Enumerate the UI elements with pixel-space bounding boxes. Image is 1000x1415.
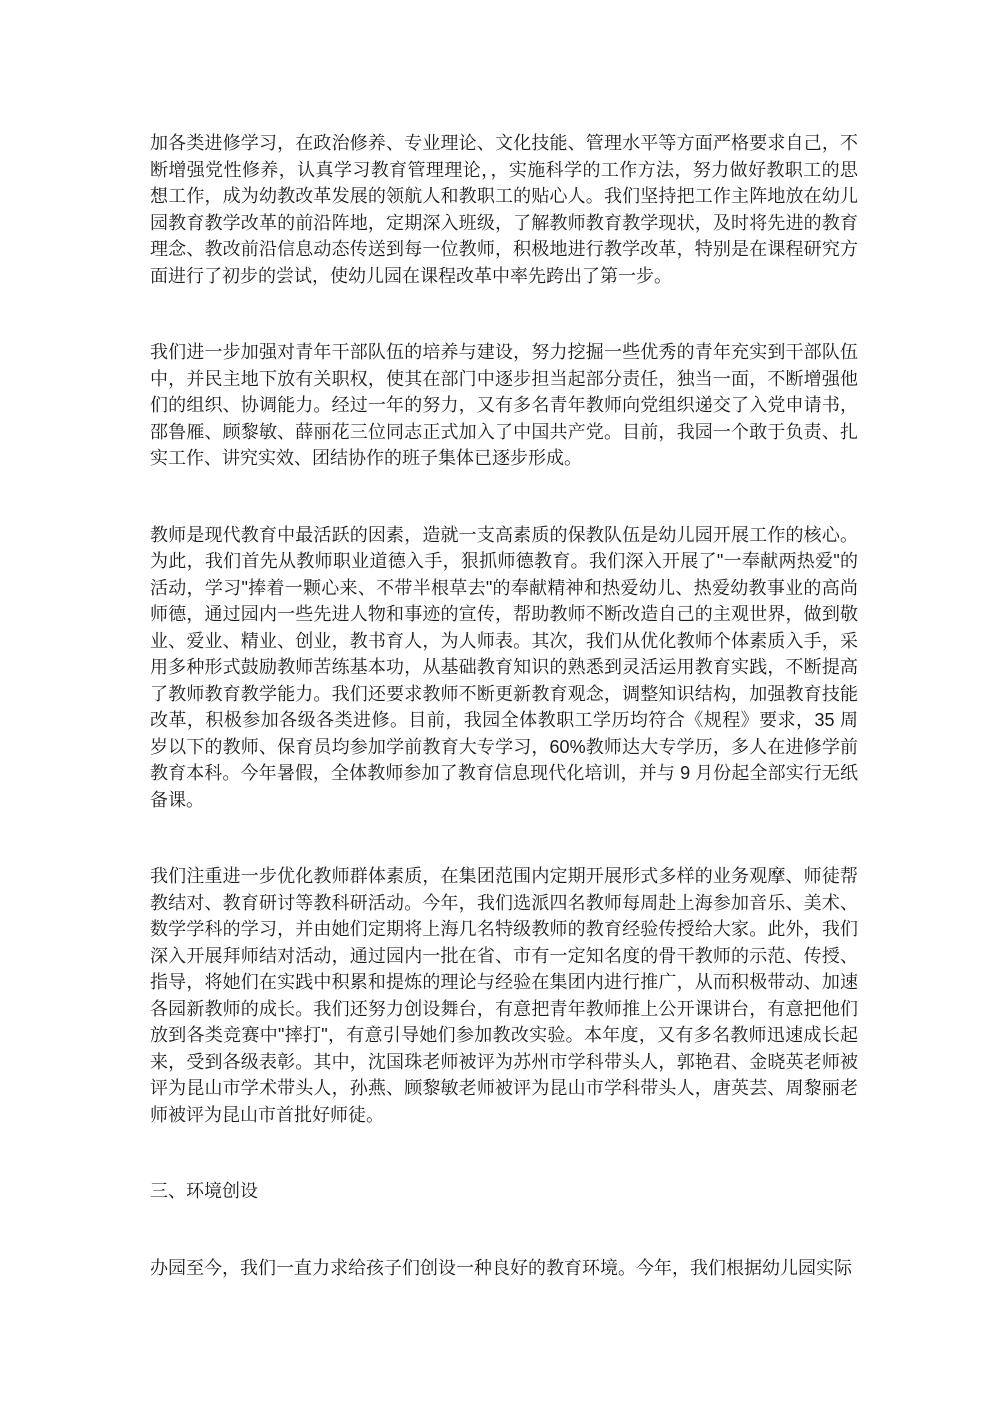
- paragraph-young-cadres: 我们进一步加强对青年干部队伍的培养与建设，努力挖掘一些优秀的青年充实到干部队伍中，并民主地下放有关职权，使其在部门中逐步担当起部分责任，独当一面，不断增强他们的组织、协调能力。经过一年的努力，又有多名青年教师向党组织递交了入党申请书，邵鲁雁、顾黎敏、薛丽花三位同志正式加入了中国共产党。目前，我园一个敢于负责、扎实工作、讲究实效、团结协作的班子集体已逐步形成。: [150, 342, 858, 468]
- paragraph-political-training: 加各类进修学习，在政治修养、专业理论、文化技能、管理水平等方面严格要求自己，不断增强党性修养，认真学习教育管理理论，，实施科学的工作方法，努力做好教职工的思想工作，成为幼教改革发展的领航人和教职工的贴心人。我们坚持把工作主阵地放在幼儿园教育教学改革的前沿阵地，定期深入班级，了解教师教育教学现状，及时将先进的教育理念、教改前沿信息动态传送到每一位教师，积极地进行教学改革，特别是在课程研究方面进行了初步的尝试，使幼儿园在课程改革中率先跨出了第一步。: [150, 133, 858, 286]
- paragraph-teacher-ethics: 教师是现代教育中最活跃的因素，造就一支高素质的保教队伍是幼儿园开展工作的核心。为此，我们首先从教师职业道德入手，狠抓师德教育。我们深入开展了"一奉献两热爱"的活动，学习"捧着一颗心来、不带半根草去"的奉献精神和热爱幼儿、热爱幼教事业的高尚师德，通过园内一些先进人物和事迹的宣传，帮助教师不断改造自己的主观世界，做到敬业、爱业、精业、创业，教书育人，为人师表。其次，我们从优化教师个体素质入手，采用多种形式鼓励教师苦练基本功，从基础教育知识的熟悉到灵活运用教育实践，不断提高了教师教育教学能力。我们还要求教师不断更新教育观念，调整知识结构，加强教育技能改革，积极参加各级各类进修。目前，我园全体教职工学历均符合《规程》要求，35 周岁以下的教师、保育员均参加学前教育大专学习，60%教师达大专学历，多人在进修学前教育本科。今年暑假，全体教师参加了教育信息现代化培训，并与 9 月份起全部实行无纸备课。: [150, 524, 858, 810]
- paragraph-teacher-group-quality: 我们注重进一步优化教师群体素质，在集团范围内定期开展形式多样的业务观摩、师徒帮教结对、教育研讨等教科研活动。今年，我们选派四名教师每周赴上海参加音乐、美术、数学学科的学习，并由她们定期将上海几名特级教师的教育经验传授给大家。此外，我们深入开展拜师结对活动，通过园内一批在省、市有一定知名度的骨干教师的示范、传授、指导，将她们在实践中积累和提炼的理论与经验在集团内进行推广，从而积极带动、加速各园新教师的成长。我们还努力创设舞台，有意把青年教师推上公开课讲台，有意把他们放到各类竞赛中"摔打"，有意引导她们参加教改实验。本年度，又有多名教师迅速成长起来，受到各级表彰。其中，沈国珠老师被评为苏州市学科带头人，郭艳君、金晓英老师被评为昆山市学术带头人，孙燕、顾黎敏老师被评为昆山市学科带头人，唐英芸、周黎丽老师被评为昆山市首批好师徒。: [150, 866, 858, 1125]
- paragraph-environment-intro: 办园至今，我们一直力求给孩子们创设一种良好的教育环境。今年，我们根据幼儿园实际: [150, 1257, 852, 1278]
- section-heading-environment: 三、环境创设: [150, 1181, 258, 1201]
